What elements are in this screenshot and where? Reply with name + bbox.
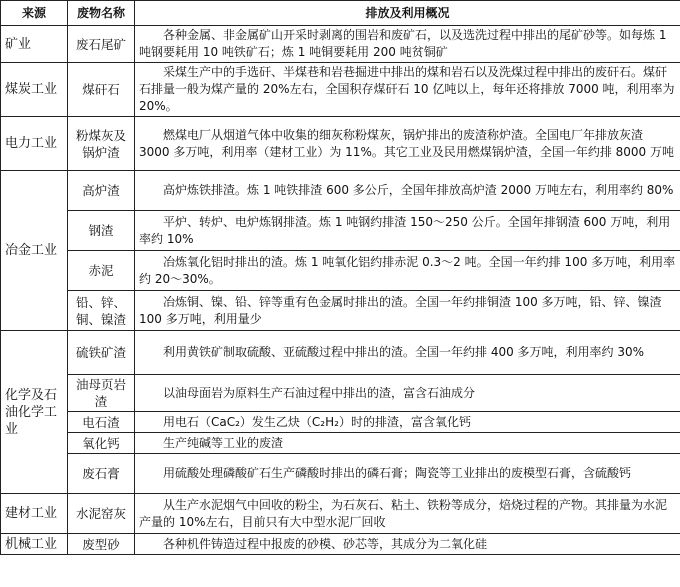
waste-name-cell: 粉煤灰及锅炉渣 bbox=[68, 117, 135, 171]
waste-name-cell: 废型砂 bbox=[68, 534, 135, 555]
table-row bbox=[1, 331, 680, 375]
table-row bbox=[1, 117, 680, 171]
header-source: 来源 bbox=[1, 1, 68, 26]
table-row bbox=[1, 412, 680, 433]
waste-name-cell: 钢渣 bbox=[68, 211, 135, 251]
table-row bbox=[1, 454, 680, 494]
header-waste-name: 废物名称 bbox=[68, 1, 135, 26]
overview-cell: 从生产水泥烟气中回收的粉尘，为石灰石、粘土、铁粉等成分，焙烧过程的产物。其排量为水泥产量的 10%左右，目前只有大中型水泥厂回收 bbox=[135, 494, 680, 534]
overview-cell: 生产纯碱等工业的废渣 bbox=[135, 433, 680, 454]
table-row bbox=[1, 211, 680, 251]
waste-name-cell: 油母页岩渣 bbox=[68, 375, 135, 412]
overview-cell: 平炉、转炉、电炉炼钢排渣。炼 1 吨钢约排渣 150～250 公斤。全国年排钢渣 600 万吨，利用率约 10% bbox=[135, 211, 680, 251]
waste-name-cell: 水泥窑灰 bbox=[68, 494, 135, 534]
table-row bbox=[1, 375, 680, 412]
waste-name-cell: 煤矸石 bbox=[68, 63, 135, 117]
table-row bbox=[1, 433, 680, 454]
waste-name-cell: 废石膏 bbox=[68, 454, 135, 494]
waste-name-cell: 废石尾矿 bbox=[68, 26, 135, 63]
source-cell: 煤炭工业 bbox=[1, 63, 68, 117]
source-cell: 电力工业 bbox=[1, 117, 68, 171]
overview-cell: 用电石（CaC₂）发生乙炔（C₂H₂）时的排渣，富含氧化钙 bbox=[135, 412, 680, 433]
overview-cell: 冶炼氧化铝时排出的渣。炼 1 吨氧化铝约排赤泥 0.3～2 吨。全国一年约排 100 多万吨，利用率约 20～30%。 bbox=[135, 251, 680, 291]
table-row bbox=[1, 534, 680, 555]
source-cell: 化学及石油化学工业 bbox=[1, 331, 68, 494]
header-overview: 排放及利用概况 bbox=[135, 1, 680, 26]
table-row bbox=[1, 494, 680, 534]
source-cell: 矿业 bbox=[1, 26, 68, 63]
table-row bbox=[1, 63, 680, 117]
waste-name-cell: 硫铁矿渣 bbox=[68, 331, 135, 375]
source-cell: 机械工业 bbox=[1, 534, 68, 555]
overview-cell: 高炉炼铁排渣。炼 1 吨铁排渣 600 多公斤，全国年排放高炉渣 2000 万吨左右，利用率约 80% bbox=[135, 171, 680, 211]
overview-cell: 利用黄铁矿制取硫酸、亚硫酸过程中排出的渣。全国一年约排 400 多万吨，利用率约 30% bbox=[135, 331, 680, 375]
overview-cell: 冶炼铜、镍、铅、锌等重有色金属时排出的渣。全国一年约排铜渣 100 多万吨，铅、锌、镍渣 100 多万吨，利用量少 bbox=[135, 291, 680, 331]
header-row bbox=[1, 1, 680, 26]
overview-cell: 以油母面岩为原料生产石油过程中排出的渣，富含石油成分 bbox=[135, 375, 680, 412]
overview-cell: 燃煤电厂从烟道气体中收集的细灰称粉煤灰，锅炉排出的废渣称炉渣。全国电厂年排放灰渣 3000 多万吨，利用率（建材工业）为 11%。其它工业及民用燃煤锅炉渣，全国一年约排 8000 万吨 bbox=[135, 117, 680, 171]
waste-name-cell: 高炉渣 bbox=[68, 171, 135, 211]
waste-name-cell: 赤泥 bbox=[68, 251, 135, 291]
waste-name-cell: 铅、锌、铜、镍渣 bbox=[68, 291, 135, 331]
overview-cell: 各种金属、非金属矿山开采时剥离的围岩和废矿石，以及选洗过程中排出的尾矿砂等。如每炼 1 吨钢要耗用 10 吨铁矿石；炼 1 吨铜要耗用 200 吨贫铜矿 bbox=[135, 26, 680, 63]
waste-name-cell: 氧化钙 bbox=[68, 433, 135, 454]
table-row bbox=[1, 291, 680, 331]
overview-cell: 采煤生产中的手选矸、半煤巷和岩巷掘进中排出的煤和岩石以及洗煤过程中排出的废矸石。煤矸石排量一般为煤产量的 20%左右，全国积存煤矸石 10 亿吨以上，每年还将排放 7000 吨，利用率为 20%。 bbox=[135, 63, 680, 117]
table-row bbox=[1, 251, 680, 291]
overview-cell: 各种机件铸造过程中报废的砂模、砂芯等，其成分为二氧化硅 bbox=[135, 534, 680, 555]
table-row bbox=[1, 171, 680, 211]
source-cell: 冶金工业 bbox=[1, 171, 68, 331]
table-row bbox=[1, 26, 680, 63]
waste-name-cell: 电石渣 bbox=[68, 412, 135, 433]
source-cell: 建材工业 bbox=[1, 494, 68, 534]
overview-cell: 用硫酸处理磷酸矿石生产磷酸时排出的磷石膏；陶瓷等工业排出的废模型石膏，含硫酸钙 bbox=[135, 454, 680, 494]
